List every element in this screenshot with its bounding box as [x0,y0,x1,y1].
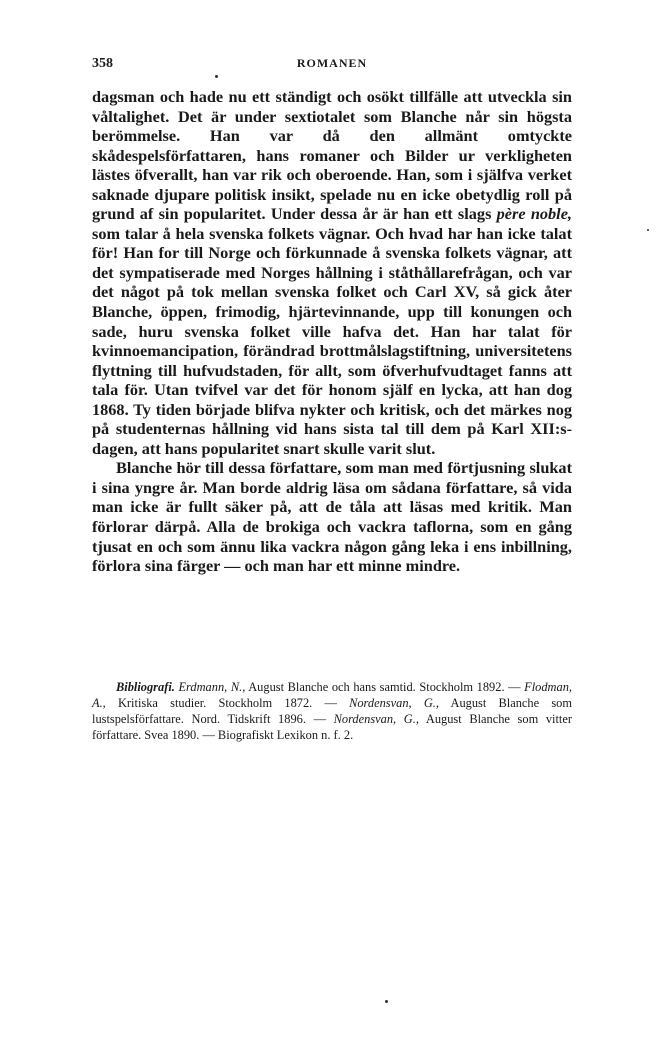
bib-entry-4: August Blanche som vitter författare. Svea 1890. — Biografiskt Lexikon n. f. 2. [92,712,573,742]
italic-phrase: père noble, [496,204,572,224]
paper-speck [385,1000,388,1003]
bibliography [92,679,572,743]
running-title: ROMANEN [296,56,368,70]
page-number: 358 [92,56,113,71]
paper-speck [215,75,218,78]
bib-author-3: Nordensvan, G., [349,696,439,710]
page-header [92,56,572,76]
bibliography-label: Bibliografi. [116,680,175,694]
bib-entry-3: August Blanche som lustspelsförfattare. Nord. Tidskrift 1896. — [92,696,572,726]
paragraph-2: Blanche hör till dessa författare, som man med förtjusning slukat i sina yngre år. Man borde aldrig läsa om sådana författare, så vida man icke är fullt säker på, att de tåla att läsas med kritik. Man förlorar därpå. Alla de brokiga och vackra taflorna, som en gång tjusat en och som ännu lika vackra någon gång leka i ens inbillning, förlora sina färger — och man har ett minne mindre. [92,458,572,576]
paragraph-1-text-b: som talar å hela svenska folkets vägnar. Och hvad har han icke talat för! Han for till Norge och förkunnade å svenska folkets vägnar, att det sympatiserade med Norges hållning i ståthållarefrågan, och var det något på tok mellan svenska folket och Carl XV, så gick åter Blanche, öppen, frimodig, hjärtevinnande, upp till konungen och sade, huru svenska folket ville hafva det. Han har talat för kvinnoemancipation, förändrad brottmålslagstiftning, universitetens flyttning till hufvudstaden, för allt, som öfverhufvudtaget fanns att tala för. Utan tvifvel var det för honom själf en lycka, att han dog 1868. Ty tiden började blifva nykter och kritisk, och det märkes nog på studenternas hållning vid hans sista tal till dem på Karl XII:s-dagen, att hans popularitet snart skulle varit slut. [92,223,572,458]
paragraph-1 [92,87,572,458]
bib-entry-1: August Blanche och hans samtid. Stockholm 1892. — [245,680,525,694]
body-text [92,87,572,576]
bib-author-4: Nordensvan, G., [333,712,419,726]
bib-author-1: Erdmann, N., [178,680,246,694]
paragraph-1-text-a: dagsman och hade nu ett ständigt och osökt tillfälle att utveckla sin våltalighet. Det är under sextiotalet som Blanche når sin högsta berömmelse. Han var då den allmänt omtyckte skådespelsförfattaren, hans romaner och Bilder ur verkligheten lästes öfverallt, han var rik och oberoende. Han, som i själfva verket saknade djupare politisk insikt, spelade nu en icke obetydlig roll på grund af sin popularitet. Under dessa år är han ett slags [92,87,572,224]
paper-speck [647,229,649,231]
bib-entry-2: Kritiska studier. Stockholm 1872. — [105,696,350,710]
bib-author-2: Flodman, A., [92,680,572,710]
